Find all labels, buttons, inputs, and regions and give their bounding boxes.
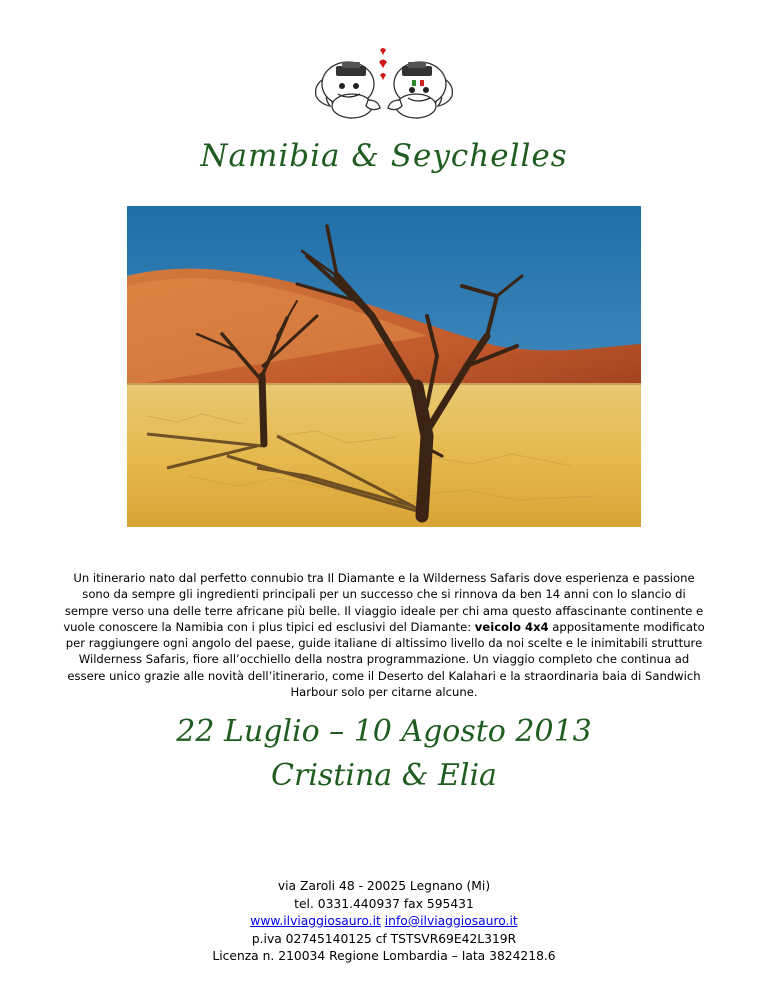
intro-bold-highlight: veicolo 4x4 — [474, 619, 549, 634]
website-link[interactable]: www.ilviaggiosauro.it — [250, 914, 381, 928]
traveler-names: Cristina & Elia — [271, 758, 497, 793]
email-link[interactable]: info@ilviaggiosauro.it — [384, 914, 518, 928]
desert-dead-trees-photo — [127, 206, 641, 527]
footer-address: via Zaroli 48 - 20025 Legnano (Mi) — [277, 879, 491, 893]
trip-dates-block — [120, 710, 648, 798]
footer-piva: p.iva 02745140125 cf TSTSVR69E42L319R — [251, 931, 517, 946]
intro-paragraph — [60, 570, 708, 700]
trip-dates: 22 Luglio – 10 Agosto 2013 — [176, 714, 592, 749]
intro-text-start: Un itinerario nato dal perfetto connubio tra Il Diamante e la Wilderness Safaris dove esperienza e passione sono da sempre gli ingredienti principali per un successo che si rinnova da ben 14 anni con lo slancio di sempre verso una delle terre africane più belle. Il viaggio ideale per chi ama questo affascinante continente e vuole conoscere la Namibia con i plus tipici ed esclusivi del Diamante: — [63, 571, 704, 634]
footer-license: Licenza n. 210034 Regione Lombardia – Iata 3824218.6 — [212, 949, 556, 963]
intro-text-end: appositamente modificato per raggiungere ogni angolo del paese, guide italiane di altissimo livello da noi scelte e le inimitabili strutture Wilderness Safaris, fiore all’occhiello della nostra programmazione. Un viaggio completo che continua ad essere unico grazie alle novità dell’itinerario, come il Deserto del Kalahari e la straordinaria baia di Sandwich Harbour solo per citarne alcune. — [65, 619, 705, 700]
footer-phone: tel. 0331.440937 fax 595431 — [294, 896, 474, 911]
dinosaur-couple-logo-icon — [308, 40, 460, 122]
company-footer — [0, 878, 768, 966]
page-title: Namibia & Seychelles — [200, 138, 568, 174]
footer-links — [0, 913, 768, 931]
